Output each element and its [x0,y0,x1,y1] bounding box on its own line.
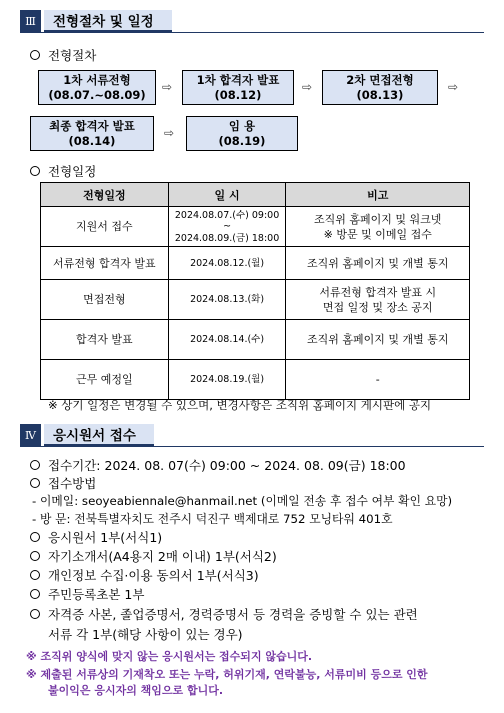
table-row [41,247,470,280]
cell-date: 2024.08.19.(월) [168,360,286,400]
cell-remarks: - [286,360,470,400]
step-interview: 2차 면접전형 (08.13) [322,70,438,105]
step-appointment: 임 용 (08.19) [186,116,298,151]
arrow-right-icon: ⇨ [162,80,173,94]
circle-bullet-icon [30,609,40,619]
process-heading: 전형절차 [30,46,96,64]
header-datetime: 일 시 [168,183,286,207]
cell-stage: 면접전형 [41,280,169,320]
doc-item: 자기소개서(A4용지 2매 이내) 1부(서식2) [30,547,277,565]
method-email: - 이메일: seoyeabiennale@hanmail.net (이메일 전송 후 접수 여부 확인 요망) [32,494,453,508]
cell-stage: 지원서 접수 [41,207,169,247]
section4-header [20,424,154,446]
application-method-heading: 접수방법 [30,474,96,492]
cell-date: 2024.08.14.(수) [168,320,286,360]
doc-item: 개인정보 수집·이용 동의서 1부(서식3) [30,566,259,584]
schedule-note: ※ 상기 일정은 변경될 수 있으며, 변경사항은 조직위 홈페이지 게시판에 공지 [48,398,432,412]
schedule-heading: 전형일정 [30,162,96,180]
circle-bullet-icon [30,589,40,599]
cell-remarks: 서류전형 합격자 발표 시 면접 일정 및 장소 공지 [286,280,470,320]
table-row [41,360,470,400]
section3-rule [20,32,484,33]
section4-number: Ⅳ [20,424,41,446]
arrow-right-icon: ⇨ [302,80,313,94]
section3-title: 전형절차 및 일정 [44,10,172,32]
header-remarks: 비고 [286,183,470,207]
circle-bullet-icon [30,478,40,488]
circle-bullet-icon [30,551,40,561]
step-final-announcement: 최종 합격자 발표 (08.14) [30,116,154,151]
table-header-row [41,183,470,207]
arrow-right-icon: ⇨ [448,80,459,94]
cell-remarks: 조직위 홈페이지 및 개별 통지 [286,320,470,360]
warning-format: ※ 조직위 양식에 맞지 않는 응시원서는 접수되지 않습니다. [26,650,313,663]
table-row [41,280,470,320]
circle-bullet-icon [30,166,40,176]
arrow-right-icon: ⇨ [164,126,175,140]
section4-title: 응시원서 접수 [44,424,154,446]
warning-responsibility: ※ 제출된 서류상의 기재착오 또는 누락, 허위기재, 연락불능, 서류미비 등으로 인한 [26,668,428,681]
circle-bullet-icon [30,532,40,542]
section3-number: Ⅲ [20,10,41,32]
application-period: 접수기간: 2024. 08. 07(수) 09:00 ~ 2024. 08. 09(금) 18:00 [30,456,406,474]
method-visit: - 방 문: 전북특별자치도 전주시 덕진구 백제대로 752 모닝타워 401호 [32,512,393,526]
table-row [41,207,470,247]
step-document-screening: 1차 서류전형 (08.07.~08.09) [38,70,156,105]
warning-responsibility-continued: 불이익은 응시자의 책임으로 합니다. [48,684,224,697]
step-first-announcement: 1차 합격자 발표 (08.12) [182,70,294,105]
section3-header [20,10,172,32]
doc-item: 자격증 사본, 졸업증명서, 경력증명서 등 경력을 증빙할 수 있는 관련 [30,605,418,623]
table-row [41,320,470,360]
cell-stage: 근무 예정일 [41,360,169,400]
cell-date: 2024.08.13.(화) [168,280,286,320]
circle-bullet-icon [30,570,40,580]
cell-date: 2024.08.07.(수) 09:00 ~ 2024.08.09.(금) 18:00 [168,207,286,247]
cell-date: 2024.08.12.(월) [168,247,286,280]
cell-remarks: 조직위 홈페이지 및 개별 통지 [286,247,470,280]
doc-item: 응시원서 1부(서식1) [30,528,162,546]
circle-bullet-icon [30,50,40,60]
doc-item-continued: 서류 각 1부(해당 사항이 있는 경우) [48,627,243,642]
cell-remarks: 조직위 홈페이지 및 워크넷 ※ 방문 및 이메일 접수 [286,207,470,247]
section4-rule [20,446,484,447]
header-stage: 전형일정 [41,183,169,207]
cell-stage: 합격자 발표 [41,320,169,360]
schedule-table [40,182,470,400]
doc-item: 주민등록초본 1부 [30,585,144,603]
circle-bullet-icon [30,460,40,470]
cell-stage: 서류전형 합격자 발표 [41,247,169,280]
